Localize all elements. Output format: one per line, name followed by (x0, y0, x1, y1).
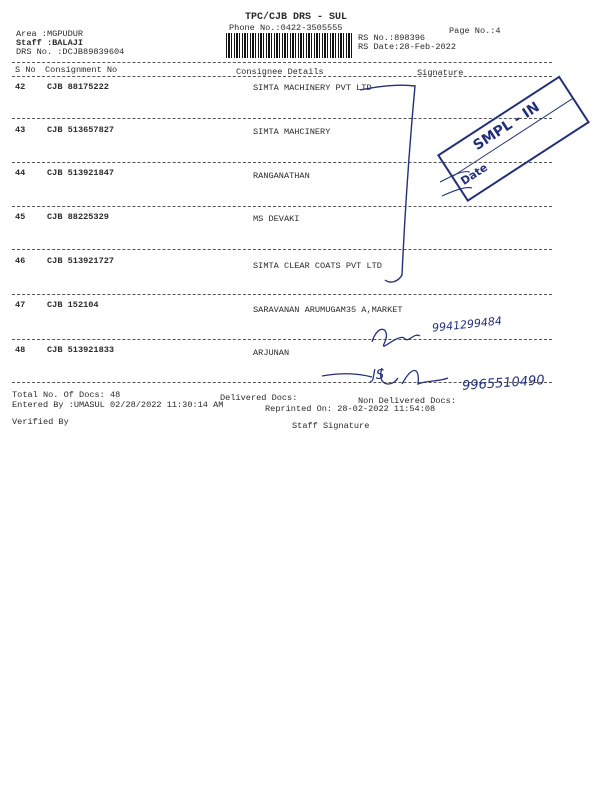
signature-bracket (360, 85, 415, 282)
row-consignment: CJB 88175222 (47, 82, 109, 92)
signature-row-47 (372, 329, 420, 346)
signature-row-48 (322, 368, 448, 384)
rs-number: RS No.:898396 (358, 33, 426, 43)
handwritten-initials: JS (372, 368, 385, 383)
delivered-docs: Delivered Docs: (220, 393, 298, 403)
stamp-company: SMPL - IN (470, 99, 543, 154)
row-sno: 46 (15, 256, 26, 266)
non-delivered-docs: Non Delivered Docs: (358, 396, 456, 406)
phone-number: Phone No.:0422-3505555 (229, 23, 343, 33)
row-consignment: CJB 513921727 (47, 256, 115, 266)
total-docs: Total No. Of Docs: 48 (12, 390, 121, 400)
area-label: Area :MGPUDUR (16, 29, 84, 39)
row-consignment: CJB 88225329 (47, 212, 109, 222)
drs-number: DRS No. :DCJB89839604 (16, 47, 125, 57)
handwritten-phone-1: 9941299484 (431, 314, 503, 335)
row-sno: 42 (15, 82, 26, 92)
stamp-date-label: Date (458, 160, 491, 188)
row-consignee: SIMTA MAHCINERY (253, 127, 331, 137)
row-consignment: CJB 513921847 (47, 168, 115, 178)
row-sno: 47 (15, 300, 26, 310)
row-consignee: ARJUNAN (253, 348, 290, 358)
row-sno: 48 (15, 345, 26, 355)
col-signature: Signature (417, 68, 464, 78)
row-consignee: SIMTA CLEAR COATS PVT LTD (253, 261, 382, 271)
document-title: TPC/CJB DRS - SUL (245, 12, 348, 23)
row-consignee: MS DEVAKI (253, 214, 300, 224)
staff-signature-label: Staff Signature (292, 421, 370, 431)
row-consignment: CJB 513657827 (47, 125, 115, 135)
col-sno: S No (15, 65, 36, 75)
col-consignee: Consignee Details (236, 67, 324, 77)
row-consignee: SIMTA MACHINERY PVT LTD (253, 83, 372, 93)
page-number: Page No.:4 (449, 26, 501, 36)
row-consignment: CJB 513921833 (47, 345, 115, 355)
row-sno: 44 (15, 168, 26, 178)
col-consignment: Consignment No (45, 65, 118, 75)
entered-by: Entered By :UMASUL 02/28/2022 11:30:14 AM (12, 400, 224, 410)
row-sno: 43 (15, 125, 26, 135)
rs-date: RS Date:28-Feb-2022 (358, 42, 456, 52)
handwritten-phone-2: 9965510490 (461, 373, 546, 394)
row-sno: 45 (15, 212, 26, 222)
reprinted-on: Reprinted On: 28-02-2022 11:54:08 (265, 404, 436, 414)
row-consignee: SARAVANAN ARUMUGAM35 A,MARKET (253, 305, 403, 315)
staff-label: Staff :BALAJI (16, 38, 84, 48)
verified-by: Verified By (12, 417, 69, 427)
row-consignee: RANGANATHAN (253, 171, 310, 181)
row-consignment: CJB 152104 (47, 300, 99, 310)
